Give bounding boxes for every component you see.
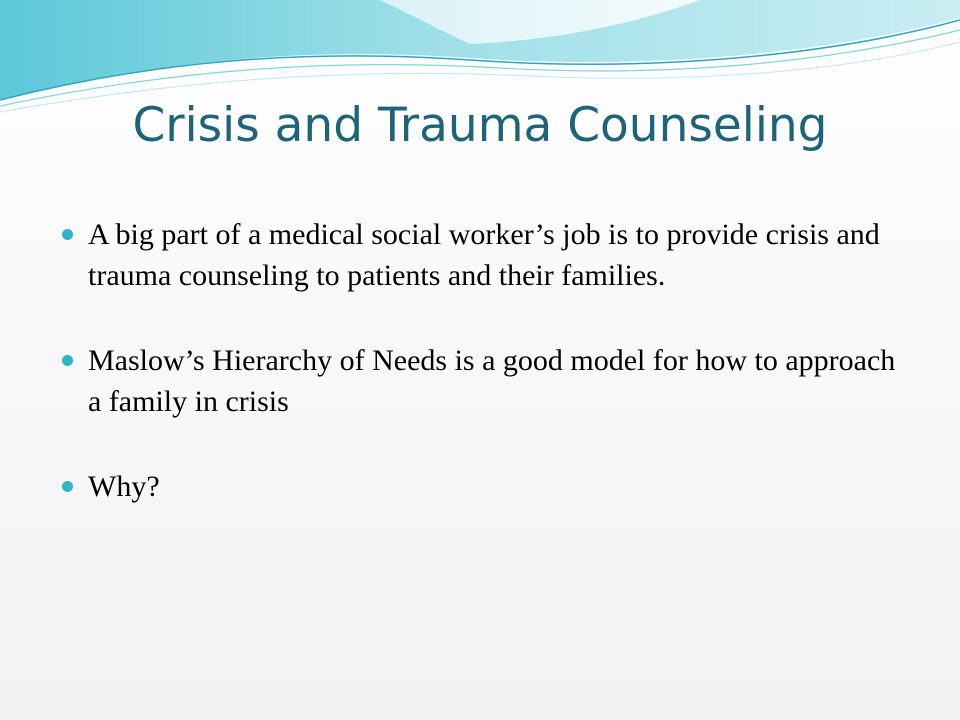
bullet-text: A big part of a medical social worker’s job is to provide crisis and trauma counseling to patients and their families. — [88, 218, 880, 292]
bullet-dot-icon — [62, 481, 73, 492]
bullet-list — [62, 214, 912, 507]
bullet-item-2 — [62, 340, 912, 422]
bullet-item-3 — [62, 466, 912, 507]
bullet-dot-icon — [62, 229, 73, 240]
slide-title: Crisis and Trauma Counseling — [132, 98, 828, 153]
bullet-item-1 — [62, 214, 912, 296]
bullet-dot-icon — [62, 355, 73, 366]
bullet-text: Why? — [88, 470, 160, 503]
bullet-text: Maslow’s Hierarchy of Needs is a good model for how to approach a family in crisis — [88, 344, 896, 418]
